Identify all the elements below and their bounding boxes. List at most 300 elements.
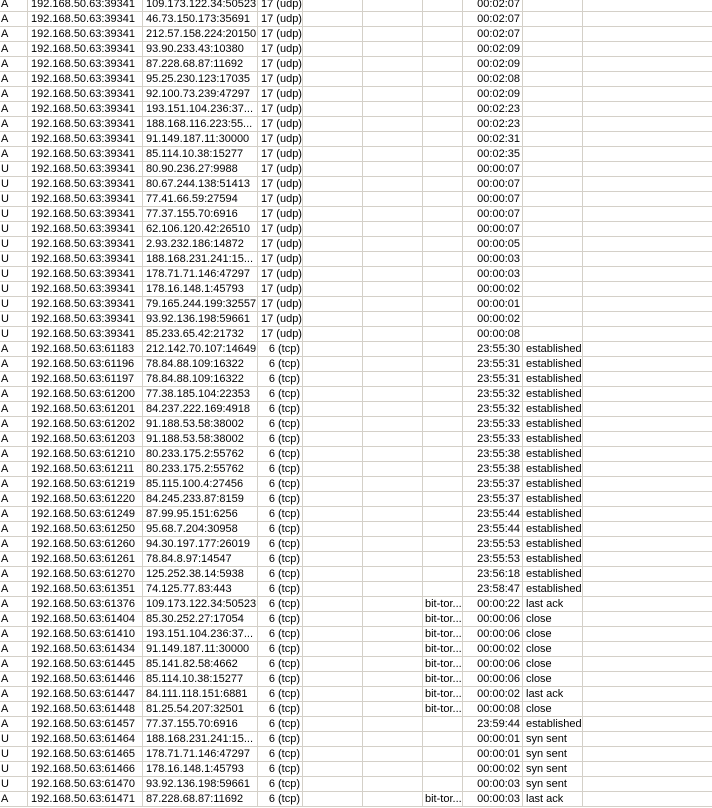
- table-row[interactable]: [0, 282, 712, 297]
- src-address-cell: 192.168.50.63:39341: [28, 87, 143, 102]
- empty-column-cell: [303, 567, 363, 582]
- empty-column-cell: [363, 207, 423, 222]
- tcp-state-cell: [523, 327, 583, 342]
- connection-flag-cell: A: [0, 372, 28, 387]
- table-row[interactable]: [0, 267, 712, 282]
- timeout-cell: 00:02:07: [463, 0, 523, 12]
- connection-mark-cell: [423, 567, 463, 582]
- empty-column-cell: [303, 687, 363, 702]
- empty-column-cell: [303, 522, 363, 537]
- table-row[interactable]: [0, 702, 712, 717]
- empty-column-cell: [583, 672, 712, 687]
- src-address-cell: 192.168.50.63:61457: [28, 717, 143, 732]
- empty-column-cell: [583, 252, 712, 267]
- empty-column-cell: [363, 597, 423, 612]
- timeout-cell: 00:00:05: [463, 237, 523, 252]
- connection-flag-cell: A: [0, 87, 28, 102]
- dst-address-cell: 91.188.53.58:38002: [143, 432, 258, 447]
- src-address-cell: 192.168.50.63:39341: [28, 0, 143, 12]
- dst-address-cell: 178.16.148.1:45793: [143, 282, 258, 297]
- table-row[interactable]: [0, 687, 712, 702]
- dst-address-cell: 80.67.244.138:51413: [143, 177, 258, 192]
- table-row[interactable]: [0, 492, 712, 507]
- dst-address-cell: 84.111.118.151:6881: [143, 687, 258, 702]
- tcp-state-cell: established: [523, 417, 583, 432]
- tcp-state-cell: [523, 57, 583, 72]
- table-row[interactable]: [0, 747, 712, 762]
- dst-address-cell: 95.25.230.123:17035: [143, 72, 258, 87]
- empty-column-cell: [583, 792, 712, 807]
- protocol-cell: 17 (udp): [258, 267, 303, 282]
- tcp-state-cell: [523, 147, 583, 162]
- empty-column-cell: [583, 657, 712, 672]
- table-row[interactable]: [0, 27, 712, 42]
- empty-column-cell: [583, 597, 712, 612]
- empty-column-cell: [583, 747, 712, 762]
- empty-column-cell: [583, 87, 712, 102]
- src-address-cell: 192.168.50.63:61351: [28, 582, 143, 597]
- tcp-state-cell: established: [523, 477, 583, 492]
- src-address-cell: 192.168.50.63:61466: [28, 762, 143, 777]
- protocol-cell: 6 (tcp): [258, 582, 303, 597]
- dst-address-cell: 125.252.38.14:5938: [143, 567, 258, 582]
- dst-address-cell: 80.233.175.2:55762: [143, 447, 258, 462]
- empty-column-cell: [303, 297, 363, 312]
- empty-column-cell: [363, 312, 423, 327]
- table-row[interactable]: [0, 507, 712, 522]
- connection-mark-cell: bit-tor...: [425, 673, 462, 685]
- table-row[interactable]: [0, 252, 712, 267]
- connection-mark-cell: [423, 237, 463, 252]
- protocol-cell: 17 (udp): [258, 162, 303, 177]
- connection-flag-cell: U: [0, 327, 28, 342]
- empty-column-cell: [303, 342, 363, 357]
- empty-column-cell: [363, 417, 423, 432]
- empty-column-cell: [363, 492, 423, 507]
- timeout-cell: 23:55:30: [463, 342, 523, 357]
- tcp-state-cell: [523, 132, 583, 147]
- connection-flag-cell: A: [0, 27, 28, 42]
- dst-address-cell: 78.84.88.109:16322: [143, 372, 258, 387]
- connection-flag-cell: A: [0, 132, 28, 147]
- protocol-cell: 6 (tcp): [258, 477, 303, 492]
- tcp-state-cell: [523, 207, 583, 222]
- empty-column-cell: [363, 642, 423, 657]
- timeout-cell: 00:00:03: [463, 267, 523, 282]
- dst-address-cell: 91.188.53.58:38002: [143, 417, 258, 432]
- connection-flag-cell: U: [0, 297, 28, 312]
- table-row[interactable]: [0, 522, 712, 537]
- timeout-cell: 00:00:06: [463, 612, 523, 627]
- table-row[interactable]: [0, 762, 712, 777]
- connection-flag-cell: A: [0, 522, 28, 537]
- table-row[interactable]: [0, 792, 712, 807]
- empty-column-cell: [363, 327, 423, 342]
- timeout-cell: 23:55:31: [463, 372, 523, 387]
- dst-address-cell: 94.30.197.177:26019: [143, 537, 258, 552]
- empty-column-cell: [583, 102, 712, 117]
- empty-column-cell: [363, 222, 423, 237]
- src-address-cell: 192.168.50.63:39341: [28, 282, 143, 297]
- table-row[interactable]: [0, 402, 712, 417]
- protocol-cell: 6 (tcp): [258, 747, 303, 762]
- tcp-state-cell: [523, 0, 583, 12]
- timeout-cell: 23:59:44: [463, 717, 523, 732]
- timeout-cell: 00:02:09: [463, 57, 523, 72]
- table-row[interactable]: [0, 582, 712, 597]
- protocol-cell: 17 (udp): [258, 252, 303, 267]
- table-row[interactable]: [0, 237, 712, 252]
- dst-address-cell: 193.151.104.236:37...: [143, 102, 258, 117]
- timeout-cell: 23:55:31: [463, 357, 523, 372]
- empty-column-cell: [363, 357, 423, 372]
- empty-column-cell: [583, 342, 712, 357]
- table-row[interactable]: [0, 72, 712, 87]
- src-address-cell: 192.168.50.63:39341: [28, 132, 143, 147]
- empty-column-cell: [363, 297, 423, 312]
- src-address-cell: 192.168.50.63:39341: [28, 102, 143, 117]
- table-row[interactable]: [0, 57, 712, 72]
- connection-flag-cell: A: [0, 627, 28, 642]
- empty-column-cell: [303, 432, 363, 447]
- protocol-cell: 6 (tcp): [258, 567, 303, 582]
- dst-address-cell: 93.92.136.198:59661: [143, 777, 258, 792]
- empty-column-cell: [583, 372, 712, 387]
- table-row[interactable]: [0, 0, 712, 12]
- empty-column-cell: [583, 627, 712, 642]
- tcp-state-cell: [523, 177, 583, 192]
- connection-mark-cell: [423, 42, 463, 57]
- protocol-cell: 6 (tcp): [258, 432, 303, 447]
- connection-mark-cell: bit-tor...: [425, 598, 462, 610]
- protocol-cell: 6 (tcp): [258, 357, 303, 372]
- table-row[interactable]: [0, 717, 712, 732]
- connection-flag-cell: A: [0, 357, 28, 372]
- empty-column-cell: [363, 627, 423, 642]
- src-address-cell: 192.168.50.63:61250: [28, 522, 143, 537]
- empty-column-cell: [363, 192, 423, 207]
- table-row[interactable]: [0, 297, 712, 312]
- empty-column-cell: [363, 537, 423, 552]
- timeout-cell: 00:00:02: [463, 687, 523, 702]
- tcp-state-cell: syn sent: [523, 777, 583, 792]
- src-address-cell: 192.168.50.63:39341: [28, 147, 143, 162]
- dst-address-cell: 77.37.155.70:6916: [143, 207, 258, 222]
- src-address-cell: 192.168.50.63:39341: [28, 27, 143, 42]
- timeout-cell: 00:00:03: [463, 792, 523, 807]
- empty-column-cell: [363, 282, 423, 297]
- protocol-cell: 17 (udp): [258, 222, 303, 237]
- connection-flag-cell: A: [0, 342, 28, 357]
- empty-column-cell: [583, 132, 712, 147]
- dst-address-cell: 212.57.158.224:20150: [143, 27, 258, 42]
- connection-flag-cell: U: [0, 732, 28, 747]
- tcp-state-cell: close: [523, 612, 583, 627]
- protocol-cell: 17 (udp): [258, 72, 303, 87]
- table-row[interactable]: [0, 657, 712, 672]
- empty-column-cell: [583, 0, 712, 12]
- empty-column-cell: [303, 327, 363, 342]
- dst-address-cell: 92.100.73.239:47297: [143, 87, 258, 102]
- protocol-cell: 6 (tcp): [258, 387, 303, 402]
- table-row[interactable]: [0, 672, 712, 687]
- empty-column-cell: [583, 162, 712, 177]
- table-row[interactable]: [0, 612, 712, 627]
- src-address-cell: 192.168.50.63:61219: [28, 477, 143, 492]
- protocol-cell: 17 (udp): [258, 117, 303, 132]
- table-row[interactable]: [0, 192, 712, 207]
- table-row[interactable]: [0, 777, 712, 792]
- protocol-cell: 6 (tcp): [258, 522, 303, 537]
- timeout-cell: 00:00:07: [463, 207, 523, 222]
- table-row[interactable]: [0, 42, 712, 57]
- empty-column-cell: [583, 402, 712, 417]
- empty-column-cell: [303, 597, 363, 612]
- table-row[interactable]: [0, 552, 712, 567]
- dst-address-cell: 109.173.122.34:50523: [143, 597, 258, 612]
- table-row[interactable]: [0, 162, 712, 177]
- timeout-cell: 00:00:03: [463, 777, 523, 792]
- empty-column-cell: [583, 327, 712, 342]
- src-address-cell: 192.168.50.63:61197: [28, 372, 143, 387]
- tcp-state-cell: [523, 312, 583, 327]
- connection-flag-cell: A: [0, 402, 28, 417]
- dst-address-cell: 78.84.8.97:14547: [143, 552, 258, 567]
- empty-column-cell: [303, 0, 363, 12]
- empty-column-cell: [303, 42, 363, 57]
- empty-column-cell: [303, 552, 363, 567]
- dst-address-cell: 178.71.71.146:47297: [143, 267, 258, 282]
- connection-mark-cell: [423, 57, 463, 72]
- tcp-state-cell: [523, 87, 583, 102]
- timeout-cell: 23:55:38: [463, 462, 523, 477]
- timeout-cell: 00:02:23: [463, 117, 523, 132]
- protocol-cell: 6 (tcp): [258, 612, 303, 627]
- empty-column-cell: [363, 777, 423, 792]
- protocol-cell: 6 (tcp): [258, 462, 303, 477]
- table-row[interactable]: [0, 327, 712, 342]
- empty-column-cell: [583, 117, 712, 132]
- timeout-cell: 23:55:38: [463, 447, 523, 462]
- empty-column-cell: [363, 732, 423, 747]
- tcp-state-cell: syn sent: [523, 732, 583, 747]
- table-row[interactable]: [0, 87, 712, 102]
- tcp-state-cell: [523, 282, 583, 297]
- empty-column-cell: [583, 147, 712, 162]
- protocol-cell: 17 (udp): [258, 177, 303, 192]
- src-address-cell: 192.168.50.63:61260: [28, 537, 143, 552]
- connection-flag-cell: U: [0, 162, 28, 177]
- table-row[interactable]: [0, 312, 712, 327]
- table-row[interactable]: [0, 342, 712, 357]
- timeout-cell: 23:55:37: [463, 492, 523, 507]
- table-row[interactable]: [0, 447, 712, 462]
- empty-column-cell: [583, 537, 712, 552]
- connection-flag-cell: U: [0, 267, 28, 282]
- tcp-state-cell: close: [523, 642, 583, 657]
- empty-column-cell: [363, 747, 423, 762]
- table-row[interactable]: [0, 12, 712, 27]
- tcp-state-cell: [523, 222, 583, 237]
- timeout-cell: 00:00:07: [463, 222, 523, 237]
- protocol-cell: 17 (udp): [258, 27, 303, 42]
- connection-flag-cell: U: [0, 222, 28, 237]
- connection-flag-cell: A: [0, 57, 28, 72]
- connection-mark-cell: [423, 342, 463, 357]
- timeout-cell: 23:55:33: [463, 417, 523, 432]
- dst-address-cell: 74.125.77.83:443: [143, 582, 258, 597]
- empty-column-cell: [363, 27, 423, 42]
- connection-mark-cell: [423, 267, 463, 282]
- dst-address-cell: 93.90.233.43:10380: [143, 42, 258, 57]
- empty-column-cell: [583, 477, 712, 492]
- src-address-cell: 192.168.50.63:61448: [28, 702, 143, 717]
- tcp-state-cell: established: [523, 507, 583, 522]
- table-row[interactable]: [0, 222, 712, 237]
- timeout-cell: 00:00:03: [463, 252, 523, 267]
- connection-mark-cell: [423, 747, 463, 762]
- connection-flag-cell: A: [0, 42, 28, 57]
- connection-mark-cell: [423, 402, 463, 417]
- connection-mark-cell: [423, 312, 463, 327]
- dst-address-cell: 85.141.82.58:4662: [143, 657, 258, 672]
- protocol-cell: 17 (udp): [258, 237, 303, 252]
- connection-mark-cell: [423, 417, 463, 432]
- src-address-cell: 192.168.50.63:39341: [28, 57, 143, 72]
- protocol-cell: 6 (tcp): [258, 342, 303, 357]
- empty-column-cell: [583, 717, 712, 732]
- connection-mark-cell: [423, 582, 463, 597]
- dst-address-cell: 84.237.222.169:4918: [143, 402, 258, 417]
- src-address-cell: 192.168.50.63:39341: [28, 297, 143, 312]
- empty-column-cell: [303, 372, 363, 387]
- empty-column-cell: [303, 717, 363, 732]
- empty-column-cell: [583, 72, 712, 87]
- tcp-state-cell: close: [523, 702, 583, 717]
- table-row[interactable]: [0, 117, 712, 132]
- empty-column-cell: [363, 87, 423, 102]
- table-row[interactable]: [0, 477, 712, 492]
- empty-column-cell: [303, 192, 363, 207]
- tcp-state-cell: close: [523, 672, 583, 687]
- table-row[interactable]: [0, 102, 712, 117]
- protocol-cell: 17 (udp): [258, 312, 303, 327]
- dst-address-cell: 79.165.244.199:32557: [143, 297, 258, 312]
- empty-column-cell: [363, 12, 423, 27]
- tcp-state-cell: [523, 102, 583, 117]
- table-row[interactable]: [0, 372, 712, 387]
- protocol-cell: 6 (tcp): [258, 402, 303, 417]
- protocol-cell: 17 (udp): [258, 0, 303, 12]
- dst-address-cell: 178.16.148.1:45793: [143, 762, 258, 777]
- table-row[interactable]: [0, 132, 712, 147]
- empty-column-cell: [363, 477, 423, 492]
- empty-column-cell: [583, 777, 712, 792]
- connection-mark-cell: [423, 117, 463, 132]
- table-row[interactable]: [0, 417, 712, 432]
- tcp-state-cell: established: [523, 582, 583, 597]
- table-row[interactable]: [0, 147, 712, 162]
- connection-mark-cell: [423, 27, 463, 42]
- table-row[interactable]: [0, 537, 712, 552]
- connection-flag-cell: A: [0, 702, 28, 717]
- empty-column-cell: [583, 237, 712, 252]
- empty-column-cell: [363, 147, 423, 162]
- src-address-cell: 192.168.50.63:61196: [28, 357, 143, 372]
- timeout-cell: 00:00:06: [463, 657, 523, 672]
- tcp-state-cell: established: [523, 402, 583, 417]
- connection-mark-cell: [423, 162, 463, 177]
- table-row[interactable]: [0, 597, 712, 612]
- protocol-cell: 6 (tcp): [258, 372, 303, 387]
- connection-mark-cell: [423, 207, 463, 222]
- table-row[interactable]: [0, 357, 712, 372]
- connection-mark-cell: [423, 507, 463, 522]
- connection-flag-cell: A: [0, 417, 28, 432]
- table-row[interactable]: [0, 207, 712, 222]
- empty-column-cell: [303, 477, 363, 492]
- connection-mark-cell: bit-tor...: [425, 643, 462, 655]
- table-row[interactable]: [0, 567, 712, 582]
- connection-mark-cell: [423, 132, 463, 147]
- src-address-cell: 192.168.50.63:39341: [28, 252, 143, 267]
- connection-mark-cell: [423, 762, 463, 777]
- empty-column-cell: [363, 567, 423, 582]
- empty-column-cell: [363, 42, 423, 57]
- tcp-state-cell: established: [523, 552, 583, 567]
- empty-column-cell: [583, 357, 712, 372]
- table-row[interactable]: [0, 732, 712, 747]
- protocol-cell: 6 (tcp): [258, 492, 303, 507]
- table-row[interactable]: [0, 462, 712, 477]
- connection-flag-cell: A: [0, 147, 28, 162]
- protocol-cell: 6 (tcp): [258, 762, 303, 777]
- timeout-cell: 00:00:07: [463, 192, 523, 207]
- empty-column-cell: [303, 672, 363, 687]
- empty-column-cell: [303, 252, 363, 267]
- table-row[interactable]: [0, 642, 712, 657]
- tcp-state-cell: established: [523, 447, 583, 462]
- empty-column-cell: [303, 537, 363, 552]
- tcp-state-cell: [523, 72, 583, 87]
- empty-column-cell: [303, 357, 363, 372]
- empty-column-cell: [303, 582, 363, 597]
- empty-column-cell: [363, 342, 423, 357]
- table-row[interactable]: [0, 177, 712, 192]
- empty-column-cell: [303, 87, 363, 102]
- empty-column-cell: [303, 177, 363, 192]
- connection-mark-cell: [423, 357, 463, 372]
- empty-column-cell: [363, 612, 423, 627]
- src-address-cell: 192.168.50.63:61410: [28, 627, 143, 642]
- table-row[interactable]: [0, 387, 712, 402]
- connection-flag-cell: A: [0, 447, 28, 462]
- connection-mark-cell: [423, 297, 463, 312]
- connection-mark-cell: [423, 477, 463, 492]
- empty-column-cell: [363, 237, 423, 252]
- dst-address-cell: 91.149.187.11:30000: [143, 132, 258, 147]
- src-address-cell: 192.168.50.63:39341: [28, 222, 143, 237]
- dst-address-cell: 188.168.116.223:55...: [143, 117, 258, 132]
- empty-column-cell: [303, 447, 363, 462]
- connection-mark-cell: [423, 447, 463, 462]
- protocol-cell: 6 (tcp): [258, 507, 303, 522]
- connection-flag-cell: A: [0, 552, 28, 567]
- table-row[interactable]: [0, 432, 712, 447]
- table-row[interactable]: [0, 627, 712, 642]
- connection-flag-cell: A: [0, 612, 28, 627]
- empty-column-cell: [583, 387, 712, 402]
